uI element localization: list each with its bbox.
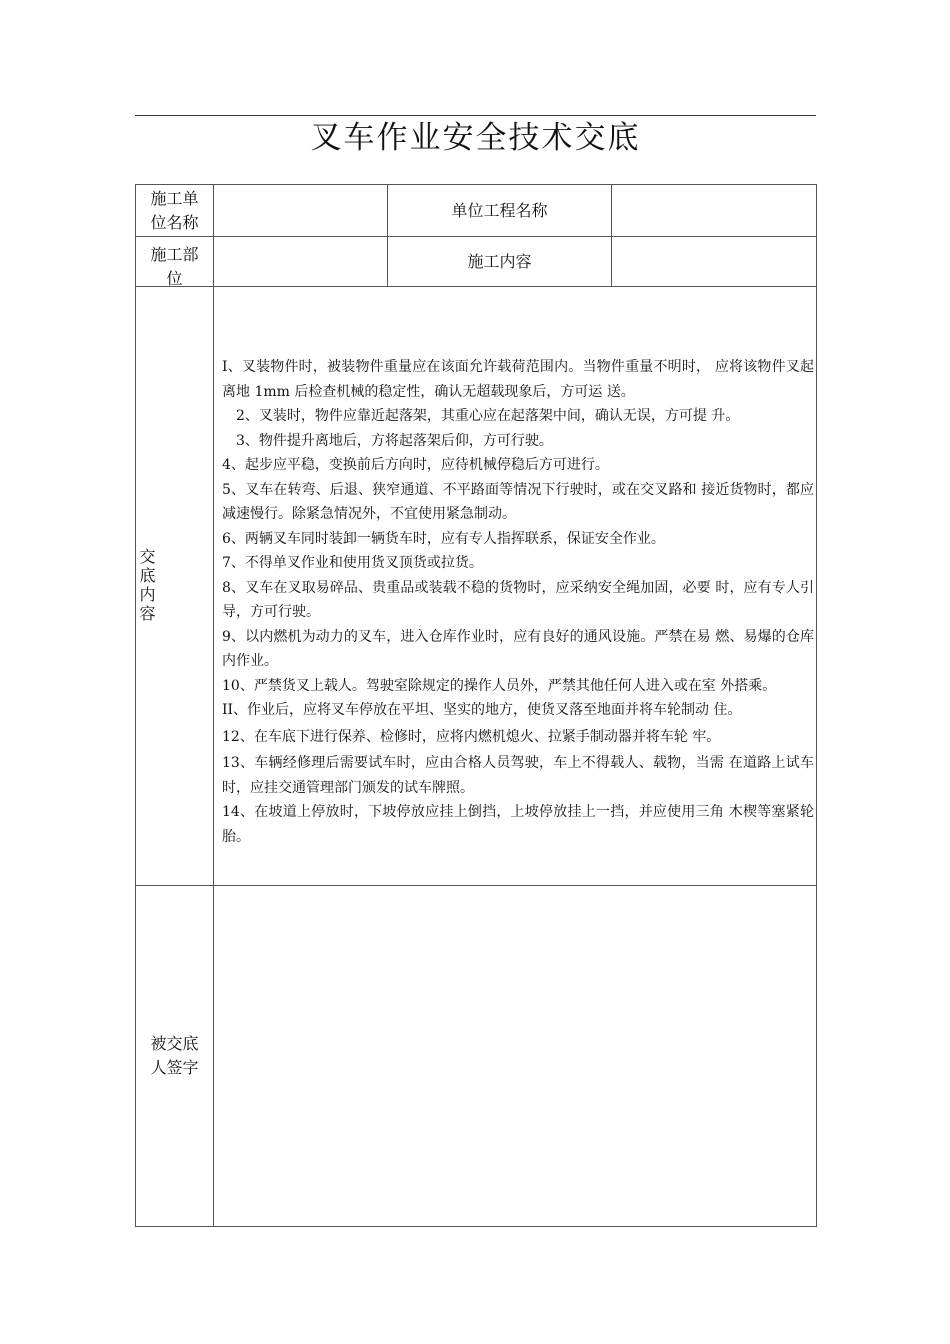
list-item: I、叉装物件时，被装物件重量应在该面允许载荷范围内。当物件重量不明时， 应将该物件叉起离地 1mm 后检查机械的稳定性，确认无超载现象后，方可运 送。 <box>222 359 814 400</box>
disclosure-table <box>135 184 817 1227</box>
project-value-field[interactable] <box>612 185 817 237</box>
part-label: 施工部位 <box>150 244 199 288</box>
list-item: 2、叉装时，物件应靠近起落架，其重心应在起落架中间，确认无误，方可提 升。 <box>236 408 740 424</box>
top-rule <box>135 115 816 116</box>
list-item: 4、起步应平稳，变换前后方向时，应待机械停稳后方可进行。 <box>222 457 609 473</box>
signature-label-cell <box>136 886 214 1227</box>
table-row <box>136 886 817 1227</box>
table-row <box>136 237 817 287</box>
list-item: 12、在车底下进行保养、检修时，应将内燃机熄火、拉紧手制动器并将车轮 牢。 <box>222 728 721 745</box>
unit-label: 施工单位名称 <box>150 188 199 232</box>
list-item: 13、车辆经修理后需要试车时，应由合格人员驾驶，车上不得载人、载物，当需 在道路上试车时，应挂交通管理部门颁发的试车牌照。 <box>222 755 814 796</box>
list-item: 8、叉车在叉取易碎品、贵重品或装载不稳的货物时，应采纳安全绳加固，必要 时，应有专人引导，方可行驶。 <box>222 579 814 620</box>
list-item: 7、不得单叉作业和使用货叉顶货或拉货。 <box>222 555 483 571</box>
list-item: 6、两辆叉车同时装卸一辆货车时，应有专人指挥联系，保证安全作业。 <box>222 530 665 547</box>
part-value-field[interactable] <box>214 237 388 287</box>
table-row <box>136 287 817 886</box>
disclosure-label: 交底内容 <box>139 546 156 623</box>
signature-field[interactable] <box>214 886 817 1227</box>
content-value-field[interactable] <box>612 237 817 287</box>
list-item: II、作业后，应将叉车停放在平坦、坚实的地方，使货叉落至地面并将车轮制动 住。 <box>222 702 742 718</box>
list-item: 10、严禁货叉上载人。驾驶室除规定的操作人员外，严禁其他任何人进入或在室 外搭乘。 <box>222 677 777 694</box>
unit-label-cell <box>136 185 214 237</box>
list-item: 14、在坡道上停放时，下坡停放应挂上倒挡，上坡停放挂上一挡，并应使用三角 木楔等塞紧轮胎。 <box>222 804 814 845</box>
disclosure-content <box>214 287 817 886</box>
signature-label: 被交底人签字 <box>150 1034 199 1077</box>
project-label: 单位工程名称 <box>388 185 612 237</box>
content-label: 施工内容 <box>388 237 612 287</box>
part-label-cell <box>136 237 214 287</box>
disclosure-label-cell <box>136 287 214 886</box>
table-row <box>136 185 817 237</box>
list-item: 3、物件提升离地后，方将起落架后仰，方可行驶。 <box>236 432 553 449</box>
page-title: 叉车作业安全技术交底 <box>310 120 641 156</box>
list-item: 9、以内燃机为动力的叉车，进入仓库作业时，应有良好的通风设施。严禁在易 燃、易爆的仓库内作业。 <box>222 628 814 669</box>
list-item: 5、叉车在转弯、后退、狭窄通道、不平路面等情况下行驶时，或在交叉路和 接近货物时，都应减速慢行。除紧急情况外，不宜使用紧急制动。 <box>222 481 814 522</box>
unit-value-field[interactable] <box>214 185 388 237</box>
